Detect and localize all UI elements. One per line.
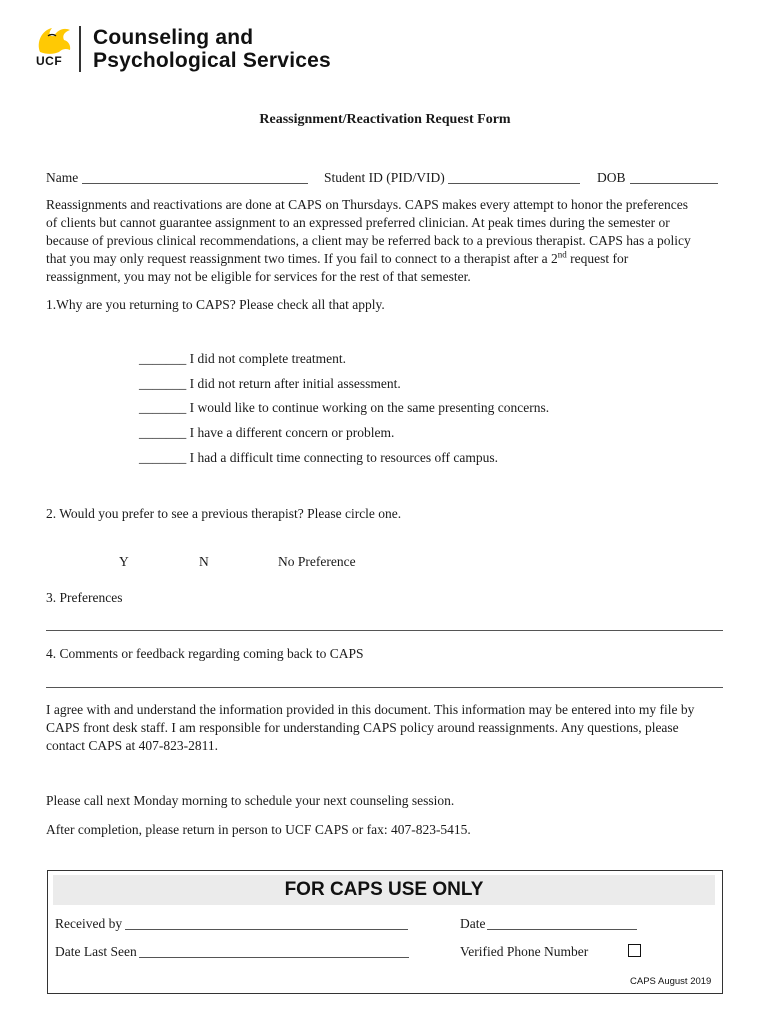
student-id-field[interactable] (448, 183, 580, 184)
question-4: 4. Comments or feedback regarding coming back to CAPS (46, 646, 364, 661)
preferences-field[interactable] (46, 630, 723, 631)
q2-option-no[interactable]: N (199, 554, 209, 569)
intro-line: reassignment, you may not be eligible for services for the rest of that semester. (46, 269, 471, 284)
form-title: Reassignment/Reactivation Request Form (259, 112, 511, 127)
question-2: 2. Would you prefer to see a previous therapist? Please circle one. (46, 506, 402, 521)
agreement-line: CAPS front desk staff. I am responsible for understanding CAPS policy around reassignments. Any questions, please (46, 720, 679, 735)
name-label: Name (46, 170, 79, 185)
dob-field[interactable] (630, 183, 718, 184)
intro-line-superscript: nd (557, 249, 567, 260)
q2-option-no-preference[interactable]: No Preference (278, 554, 356, 569)
q1-option[interactable]: _______ I have a different concern or problem. (139, 425, 395, 440)
department-name-line2: Psychological Services (93, 49, 331, 72)
dob-label: DOB (597, 170, 626, 185)
intro-line: of clients but cannot guarantee assignment to an expressed preferred clinician. At peak times during the semester or (46, 215, 670, 230)
intro-line: because of previous clinical recommendations, a client may be referred back to a previous therapist. CAPS has a policy (46, 233, 691, 248)
department-name-line1: Counseling and (93, 26, 254, 49)
date-last-seen-label: Date Last Seen (55, 944, 137, 959)
verified-phone-label: Verified Phone Number (460, 944, 589, 959)
date-label: Date (460, 916, 486, 931)
caps-use-only-heading: FOR CAPS USE ONLY (53, 875, 715, 905)
comments-field[interactable] (46, 687, 723, 688)
q2-option-yes[interactable]: Y (119, 554, 129, 569)
intro-line-text: that you may only request reassignment two times. If you fail to connect to a therapist after a 2 (46, 251, 558, 266)
q1-option[interactable]: _______ I would like to continue working on the same presenting concerns. (139, 400, 550, 415)
agreement-line: contact CAPS at 407-823-2811. (46, 738, 218, 753)
received-by-label: Received by (55, 916, 123, 931)
verified-phone-checkbox-icon[interactable] (628, 944, 641, 957)
ucf-logo-text: UCF (36, 54, 63, 68)
intro-line: Reassignments and reactivations are done at CAPS on Thursdays. CAPS makes every attempt to honor the preferences (46, 197, 688, 212)
schedule-note: Please call next Monday morning to schedule your next counseling session. (46, 793, 455, 808)
return-note: After completion, please return in person to UCF CAPS or fax: 407-823-5415. (46, 822, 471, 837)
q1-option[interactable]: _______ I did not return after initial assessment. (139, 376, 401, 391)
intro-line (46, 250, 726, 268)
name-field[interactable] (82, 183, 308, 184)
received-by-field[interactable] (125, 929, 408, 930)
q1-option[interactable]: _______ I had a difficult time connecting to resources off campus. (139, 450, 499, 465)
header-divider (79, 26, 81, 72)
q1-option[interactable]: _______ I did not complete treatment. (139, 351, 346, 366)
question-3: 3. Preferences (46, 590, 123, 605)
student-id-label: Student ID (PID/VID) (324, 170, 445, 185)
agreement-line: I agree with and understand the information provided in this document. This information may be entered into my file by (46, 702, 695, 717)
footer-version: CAPS August 2019 (630, 976, 712, 987)
date-field[interactable] (487, 929, 637, 930)
date-last-seen-field[interactable] (139, 957, 409, 958)
question-1: 1.Why are you returning to CAPS? Please check all that apply. (46, 297, 385, 312)
intro-line-text-end: request for (566, 251, 629, 266)
